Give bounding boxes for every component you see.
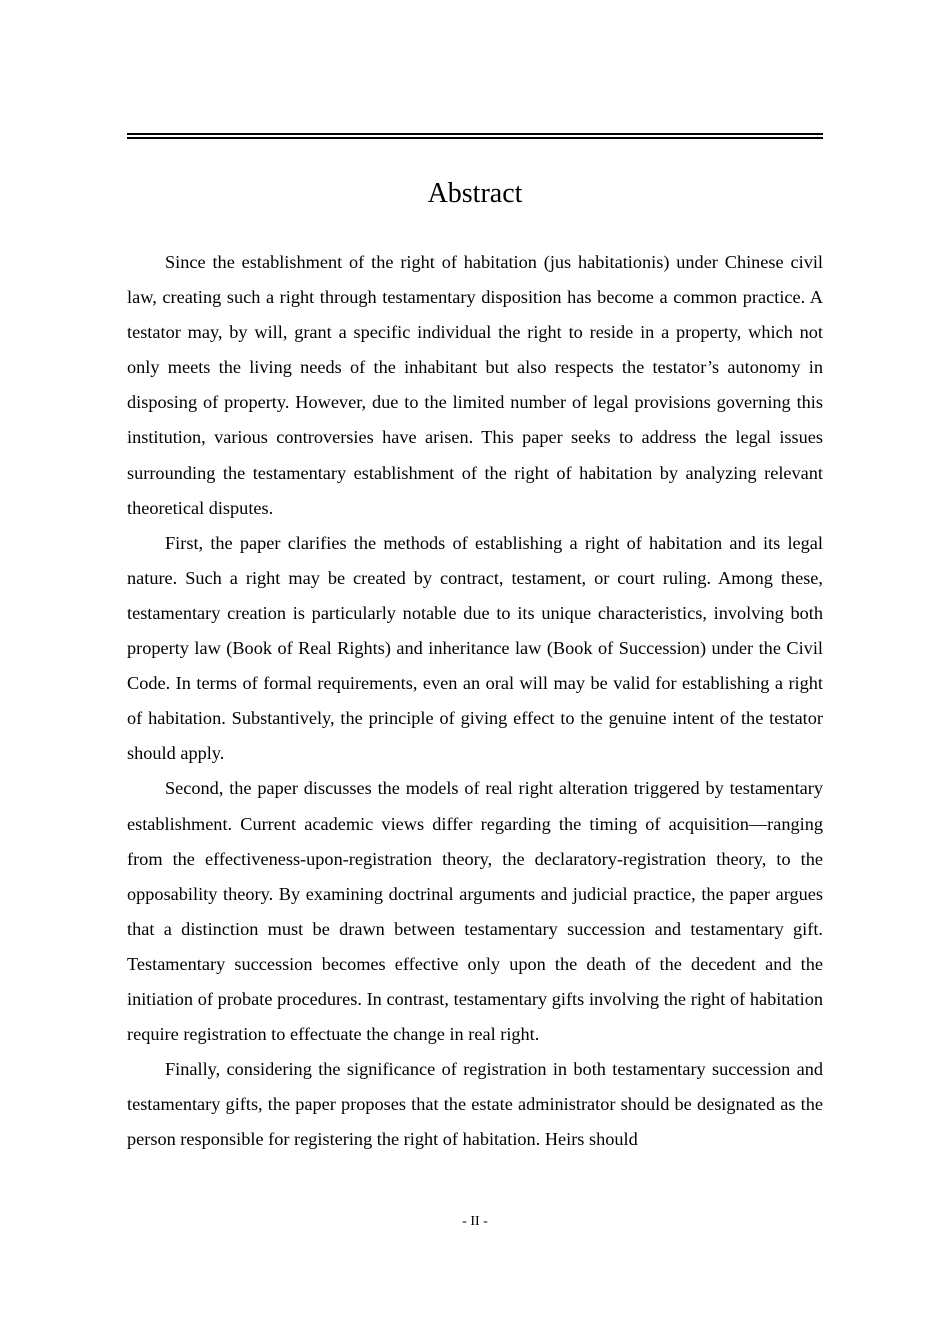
abstract-body (127, 245, 823, 1157)
header-double-rule (127, 133, 823, 139)
paragraph-3: Second, the paper discusses the models of real right alteration triggered by testamentary establishment. Current academic views differ regarding the timing of acquisition—ranging from the effectiveness-upon-registration theory, the declaratory-registration theory, to the opposability theory. By examining doctrinal arguments and judicial practice, the paper argues that a distinction must be drawn between testamentary succession and testamentary gift. Testamentary succession becomes effective only upon the death of the decedent and the initiation of probate procedures. In contrast, testamentary gifts involving the right of habitation require registration to effectuate the change in real right. (127, 778, 823, 1045)
page-title: Abstract (427, 178, 523, 209)
paragraph-2: First, the paper clarifies the methods of establishing a right of habitation and its legal nature. Such a right may be created by contract, testament, or court ruling. Among these, testamentary creation is particularly notable due to its unique characteristics, involving both property law (Book of Real Rights) and inheritance law (Book of Succession) under the Civil Code. In terms of formal requirements, even an oral will may be valid for establishing a right of habitation. Substantively, the principle of giving effect to the genuine intent of the testator should apply. (127, 532, 823, 764)
page-number: - II - (462, 1214, 488, 1229)
paragraph-1: Since the establishment of the right of habitation (jus habitationis) under Chinese civil law, creating such a right through testamentary disposition has become a common practice. A testator may, by will, grant a specific individual the right to reside in a property, which not only meets the living needs of the inhabitant but also respects the testator’s autonomy in disposing of property. However, due to the limited number of legal provisions governing this institution, various controversies have arisen. This paper seeks to address the legal issues surrounding the testamentary establishment of the right of habitation by analyzing relevant theoretical disputes. (127, 252, 823, 518)
paragraph-4: Finally, considering the significance of registration in both testamentary succession and testamentary gifts, the paper proposes that the estate administrator should be designated as the person responsible for registering the right of habitation. Heirs should (127, 1059, 823, 1150)
